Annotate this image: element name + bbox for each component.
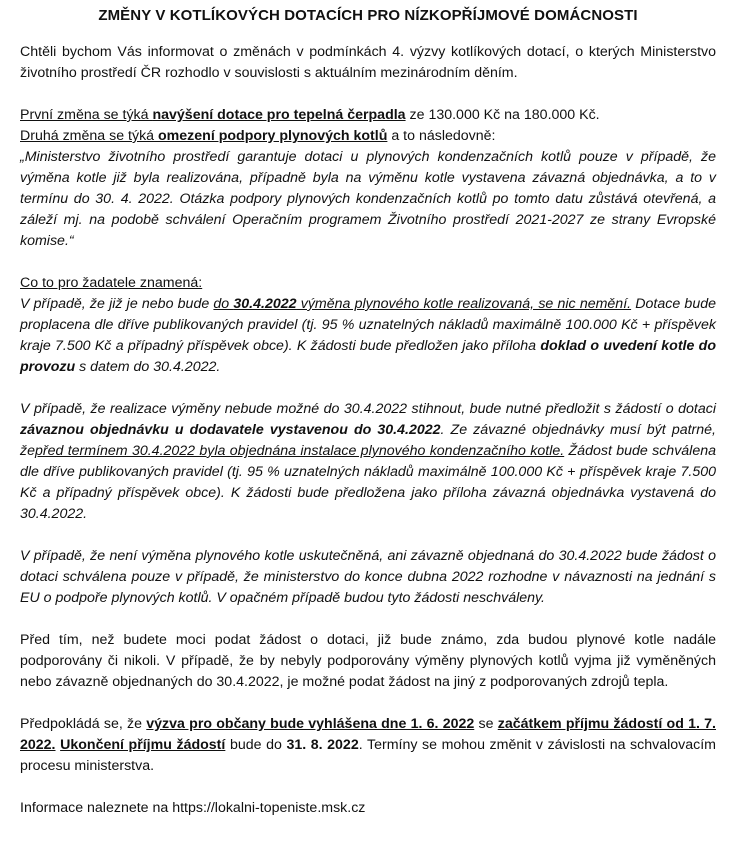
case-1-end: s datem do 30.4.2022.: [75, 359, 221, 375]
case-3-paragraph: V případě, že není výměna plynového kotle uskutečněná, ani závazně objednaná do 30.4.2022 bude žádost o dotaci schválena pouze v případě, že ministerstvo do konce dubna 2022 rozhodne v návaznosti na jednání s EU o podpoře plynových kotlů. V opačném případě budou tyto žádosti neschváleny.: [20, 548, 716, 606]
expected-join: se: [474, 716, 498, 732]
change-1-rest: ze 130.000 Kč na 180.000 Kč.: [405, 107, 600, 123]
case-2-order: závaznou objednávku u dodavatele vystavenou do 30.4.2022: [20, 422, 441, 438]
expected-lead: Předpokládá se, že: [20, 716, 147, 732]
spacer: [20, 693, 716, 714]
change-2-rest: a to následovně:: [387, 128, 496, 144]
change-2-lead: Druhá změna se týká: [20, 128, 158, 144]
applications-start: začátkem příjmu žádostí od 1. 7. 2022.: [20, 716, 717, 753]
case-2-rules: Žádost bude schválena dle dříve publikovaných pravidel (tj. 95 % uznatelných nákladů maximálně 100.000 Kč + příspěvek kraje 7.500 Kč a případný příspěvek obce). K žádosti bude předložena jako příloha závazná objednávka vystavená do 30.4.2022.: [20, 443, 716, 522]
call-announcement: výzva pro občany bude vyhlášena dne 1. 6. 2022: [146, 716, 475, 732]
change-1-highlight: navýšení dotace pro tepelná čerpadla: [152, 107, 406, 123]
spacer: [20, 525, 716, 546]
change-1-paragraph: [20, 105, 716, 126]
before-paragraph: Před tím, než budete moci podat žádost o dotaci, již bude známo, zda budou plynové kotle nadále podporovány či nikoli. V případě, že by nebyly podporovány výměny plynových kotlů vyjma již vyměněných nebo závazně objednaných do 30.4.2022, je možné podat žádost na jiný z podporovaných zdrojů tepla.: [20, 632, 716, 690]
spacer: [20, 84, 716, 105]
applications-end-label: Ukončení příjmu žádostí: [60, 737, 226, 753]
spacer: [20, 378, 716, 399]
change-2-paragraph: [20, 126, 716, 147]
case-2-paragraph: [20, 399, 716, 525]
spacer: [20, 609, 716, 630]
change-1-lead: První změna se týká: [20, 107, 153, 123]
intro-paragraph: Chtěli bychom Vás informovat o změnách v podmínkách 4. výzvy kotlíkových dotací, o kterých Ministerstvo životního prostředí ČR rozhodlo v souvislosti s aktuálním mezinárodním děním.: [20, 44, 716, 81]
ministry-quote: „Ministerstvo životního prostředí garantuje dotaci u plynových kondenzačních kotlů pouze v případě, že výměna kotle již byla realizována, případně byla na výměnu kotle vystavena závazná objednávka, a to v termínu do 30. 4. 2022. Otázka podpory plynových kondenzačních kotlů po tomto datu zůstává otevřená, a záleží mj. na podobě schválení Operačním programem Životního prostředí 2021-2027 ze strany Evropské komise.“: [20, 149, 716, 249]
case-1-lead: V případě, že již je nebo bude: [20, 296, 214, 312]
spacer: [20, 777, 716, 798]
case-1-rules: Dotace bude proplacena dle dříve publikovaných pravidel (tj. 95 % uznatelných nákladů maximálně 100.000 Kč + příspěvek kraje 7.500 Kč a případný příspěvek obce). K žádosti bude předložen jako příloha: [20, 296, 716, 354]
expected-rest: . Termíny se mohou změnit v závislosti na schvalovacím procesu ministerstva.: [20, 737, 717, 774]
info-line: Informace naleznete na https://lokalni-topeniste.msk.cz: [20, 800, 366, 816]
case-1-paragraph: [20, 294, 716, 378]
document-title: ZMĚNY V KOTLÍKOVÝCH DOTACÍCH PRO NÍZKOPŘÍJMOVÉ DOMÁCNOSTI: [98, 7, 638, 24]
change-2-highlight: omezení podpory plynových kotlů: [158, 128, 388, 144]
meaning-heading: Co to pro žadatele znamená:: [20, 275, 203, 291]
case-1-until: do: [213, 296, 234, 312]
case-1-attachment: doklad o uvedení kotle do provozu: [20, 338, 716, 375]
case-2-deadline: před termínem 30.4.2022 byla objednána instalace plynového kondenzačního kotle.: [34, 443, 565, 459]
case-1-date: 30.4.2022: [233, 296, 297, 312]
spacer: [20, 252, 716, 273]
expected-paragraph: [20, 714, 716, 777]
applications-end-date: 31. 8. 2022: [286, 737, 359, 753]
expected-until: bude do: [225, 737, 287, 753]
case-2-note: . Ze závazné objednávky musí být patrné, že: [20, 422, 716, 459]
case-1-no-change: výměna plynového kotle realizovaná, se nic nemění.: [296, 296, 632, 312]
case-2-lead: V případě, že realizace výměny nebude možné do 30.4.2022 stihnout, bude nutné předložit s žádostí o dotaci: [20, 401, 716, 417]
